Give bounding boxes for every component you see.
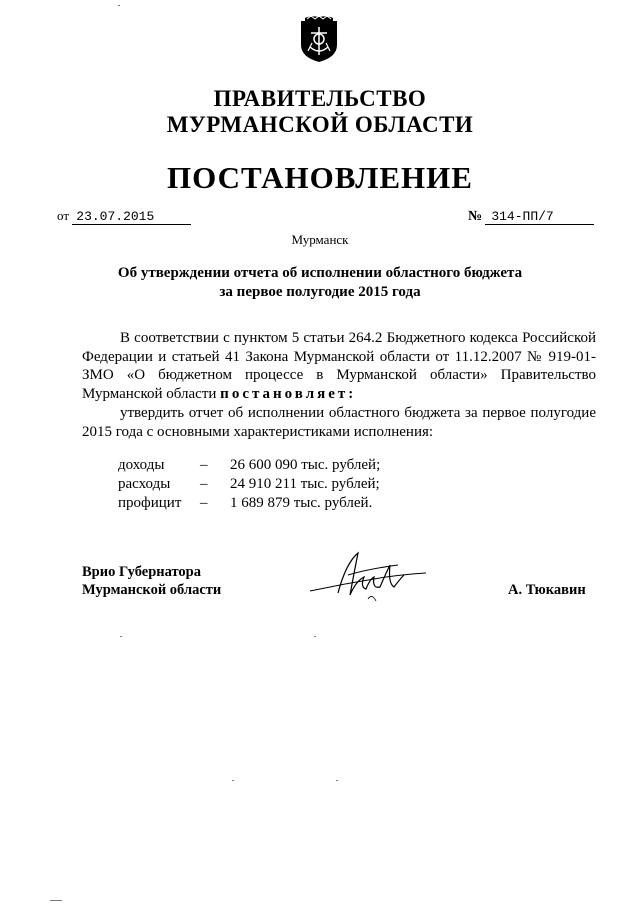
figure-dash: –	[200, 457, 208, 473]
number-field	[468, 208, 594, 225]
figure-row-surplus	[118, 494, 380, 513]
number-sign: №	[468, 209, 483, 224]
handwritten-signature-icon	[308, 543, 428, 605]
decree-word: постановляет:	[220, 385, 357, 402]
date-value: 23.07.2015	[72, 210, 191, 225]
subject-line2: за первое полугодие 2015 года	[219, 284, 421, 300]
date-field	[57, 208, 191, 225]
signatory-name: А. Тюкавин	[508, 582, 586, 598]
figure-row-expenses	[118, 475, 380, 494]
figure-amount: 24 910 211 тыс. рублей;	[230, 476, 380, 492]
signatory-title-line1: Врио Губернатора	[82, 564, 201, 580]
figure-label: профицит	[118, 495, 182, 511]
body-paragraph-2: утвердить отчет об исполнении областного бюджета за первое полугодие 2015 года с основными характеристиками исполнения:	[82, 405, 596, 440]
figure-dash: –	[200, 476, 208, 492]
budget-figures	[118, 456, 380, 513]
signatory-title-line2: Мурманской области	[82, 582, 222, 598]
organization-name-line2: МУРМАНСКОЙ ОБЛАСТИ	[166, 112, 474, 137]
organization-name-line1: ПРАВИТЕЛЬСТВО	[213, 86, 427, 111]
document-number: 314-ПП/7	[485, 210, 594, 225]
scan-speck	[118, 5, 120, 6]
preamble-text: В соответствии с пунктом 5 статьи 264.2 Бюджетного кодекса Российской Федерации и статьей 41 Закона Мурманской области от 11.12.2007 № 919-01-ЗМО «О бюджетном процессе в Мурманской области» Правительство Мурманской области	[82, 330, 596, 402]
figure-amount: 1 689 879 тыс. рублей.	[230, 495, 373, 511]
figure-label: расходы	[118, 476, 171, 492]
body-paragraph-1	[82, 329, 596, 403]
scan-speck	[120, 636, 122, 637]
document-type-title: ПОСТАНОВЛЕНИЕ	[167, 160, 473, 195]
scan-speck	[336, 780, 338, 781]
figure-label: доходы	[118, 457, 165, 473]
scan-speck	[50, 900, 62, 901]
figure-dash: –	[200, 495, 208, 511]
scan-speck	[314, 636, 316, 637]
date-prefix: от	[57, 208, 70, 223]
city-label: Мурманск	[291, 232, 349, 247]
figure-amount: 26 600 090 тыс. рублей;	[230, 457, 381, 473]
coat-of-arms-icon	[297, 15, 341, 63]
figure-row-income	[118, 456, 380, 475]
subject-line1: Об утверждении отчета об исполнении областного бюджета	[117, 265, 523, 281]
scan-speck	[232, 780, 234, 781]
